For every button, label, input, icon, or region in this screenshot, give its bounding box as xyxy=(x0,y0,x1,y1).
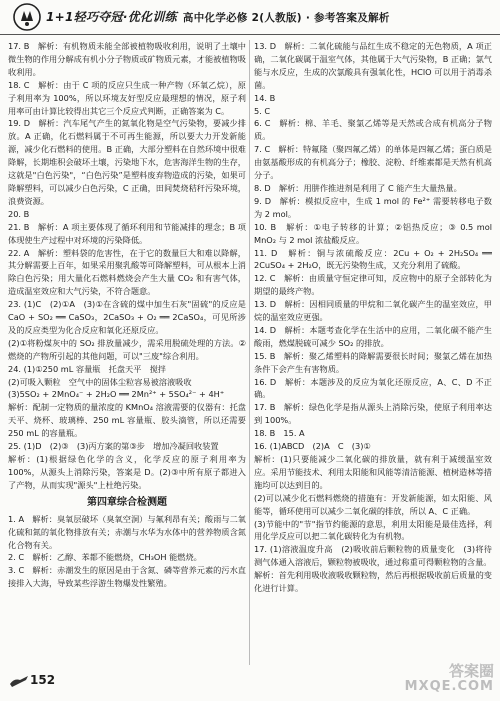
answer-item: 24. (1)①250 mL 容量瓶 托盘天平 搅拌 xyxy=(8,363,166,374)
header-title xyxy=(46,8,390,25)
section-title: 第四章综合检测题 xyxy=(87,496,167,508)
watermark xyxy=(405,663,494,695)
answer-item: 10. B 解析：①电子转移的计算；②铝热反应；③ 0.5 mol MnO₂ 与 2 mol 浓盐酸反应。 xyxy=(254,221,492,245)
watermark-line1: 答案圈 xyxy=(448,662,494,680)
answer-item: 18. B 15. A xyxy=(254,428,305,439)
answer-item: 2. C 解析：乙醇、苯都不能燃烧，CH₃OH 能燃烧。 xyxy=(8,552,202,563)
right-column xyxy=(254,40,492,670)
page-number: 152 xyxy=(30,673,56,687)
answer-item: (2)①将粉煤灰中的 SO₂ 排放量减少，需采用脱硫处理的方法。②燃烧的产物所引起的其他问题，可以"三废"综合利用。 xyxy=(8,337,246,361)
answer-item: 17. B 解析：绿色化学是指从源头上消除污染，使原子利用率达到 100%。 xyxy=(254,402,492,426)
answer-item: 9. D 解析：模拟反应中，生成 1 mol 的 Fe²⁺ 需要转移电子数为 2 mol。 xyxy=(254,195,492,219)
answer-item: 16. D 解析：本题涉及的反应为氧化还原反应，A、C、D 不正确。 xyxy=(254,376,492,400)
answer-item: 12. C 解析：由质量守恒定律可知，反应物中的原子全部转化为期望的最终产物。 xyxy=(254,273,492,297)
answer-item: 11. D 解析：铜与浓硫酸反应：2Cu + O₂ + 2H₂SO₄ ══ 2CuSO₄ + 2H₂O，既无污染物生成，又充分利用了硫酸。 xyxy=(254,247,492,271)
answer-item: 19. D 解析：汽车尾气产生的氮氧化物是空气污染物，要减少排放。A 正确，化石燃料属于不可再生能源，所以要大力开发新能源，减少化石燃料的使用。B 正确，大部分塑料在自然环境中很难降解，长期堆积会破坏土壤，污染地下水，危害海洋生物的生存，这就是"白色污染"，“白色污染”是塑料废弃物造成的污染，如果可降解塑料，可以减少白色污染，C 正确，田间焚烧秸秆污染环境，浪费资源。 xyxy=(8,118,246,206)
answer-item: 13. D 解析：因相同质量的甲烷和二氧化碳产生的温室效应，甲烷的温室效应更强。 xyxy=(254,299,492,323)
answer-item: 解析：(1)根据绿色化学的含义，化学反应的原子利用率为 100%，从源头上消除污染，答案是 D。(2)③中所有原子都进入了产物，从而实现"源头"上杜绝污染。 xyxy=(8,454,246,490)
answer-item: 1. A 解析：臭氧层破坏（臭氧空洞）与氟利昂有关；酸雨与二氧化硫和氮的氧化物排放有关；赤潮与水华为水体中的营养物质含氮化合物有关。 xyxy=(8,513,246,550)
answer-item: 17. (1)溶液温度升高 (2)吸收前后颗粒物的质量变化 (3)将待测气体通入溶液后，颗粒物被吸收，通过称重可得颗粒物的含量。 xyxy=(254,544,492,568)
answer-item: 23. (1)C (2)①A (3)①在含硫的煤中加生石灰"固硫"的反应是 CaO + SO₂ ══ CaSO₃，2CaSO₃ + O₂ ══ 2CaSO₄，可见所涉及的反应类型为化合反应和氧化还原反应。 xyxy=(8,299,246,335)
watermark-line2: MXQE.COM xyxy=(404,679,494,694)
column-divider xyxy=(249,40,250,665)
answer-item: 7. C 解析：特氟隆（聚四氟乙烯）的单体是四氟乙烯；蛋白质是由氨基酸形成的有机高分子；橡胶、淀粉、纤维素都是天然有机高分子。 xyxy=(254,144,492,181)
answer-item: 25. (1)D (2)③ (3)丙方案的第③步 增加冷凝回收装置 xyxy=(8,441,219,452)
answer-item: 13. D 解析：二氧化硫能与品红生成不稳定的无色物质，A 项正确，二氧化碳属于温室气体，其他属于大气污染物，B 正确；氯气能与水反应，生成的次氯酸具有强氧化性，HClO 可以用于消毒杀菌。 xyxy=(254,41,492,90)
answer-item: (3)节能中的"节"指节约能源的意思，利用太阳能是最佳选择，利用化学反应可以把二氧化碳转化为有机物。 xyxy=(254,518,492,542)
left-column xyxy=(8,40,246,670)
answer-item: (2)可以减少化石燃料燃烧的措施有：开发新能源，如太阳能、风能等，循环使用可以减少二氧化碳的排放，所以 A、C 正确。 xyxy=(254,492,492,516)
answer-item: 15. B 解析：聚乙烯塑料的降解需要很长时间；聚氯乙烯在加热条件下会产生有害物质。 xyxy=(254,350,492,374)
pointing-hand-icon xyxy=(8,670,30,690)
answer-item: 17. B 解析：有机物质未能全部被植物吸收利用，说明了土壤中微生物的作用分解成有机小分子物质或矿物质元素，才能被植物吸收利用。 xyxy=(8,41,246,77)
answer-item: 5. C xyxy=(254,105,271,116)
answer-item: 3. C 解析：赤潮发生的原因是由于含氮、磷等营养元素的污水直接排入大海，导致某些浮游生物爆发性繁殖。 xyxy=(8,565,246,589)
answer-item: 21. B 解析：A 项主要体现了循环利用和节能减排的理念；B 项体现使生产过程中对环境的污染降低。 xyxy=(8,221,246,245)
page-header xyxy=(0,0,500,35)
answer-item: 16. (1)ABCD (2)A C (3)① xyxy=(254,441,371,452)
answer-item: (2)可吸入颗粒 空气中的固体尘粒容易被溶液吸收 xyxy=(8,376,192,387)
answer-item: 解析：首先利用吸收液吸收颗粒物，然后再根据吸收前后质量的变化进行计算。 xyxy=(254,570,492,594)
answer-item: 18. C 解析：由于 C 项的反应只生成一种产物（环氧乙烷），原子利用率为 100%，所以环境友好型反应最理想的情况，原子利用率可由计算比较得出其它三个反应式判断，正确答案为 C。 xyxy=(8,79,246,116)
answer-item: 6. C 解析：棉、羊毛、聚氯乙烯等是天然或合成有机高分子物质。 xyxy=(254,118,492,142)
answer-item: (3)5SO₂ + 2MnO₄⁻ + 2H₂O ══ 2Mn²⁺ + 5SO₄²⁻ + 4H⁺ xyxy=(8,389,225,400)
header-subtitle: 高中化学必修 2(人教版) · 参考答案及解析 xyxy=(182,12,390,24)
answer-item: 14. B xyxy=(254,92,276,103)
answer-item: 20. B xyxy=(8,208,30,219)
hand-logo-icon xyxy=(12,2,42,32)
answer-item: 解析：(1)只要能减少二氧化碳的排放量，就有利于减缓温室效应。采用节能技术、利用太阳能和风能等清洁能源、植树造林等措施均可以达到目的。 xyxy=(254,454,492,490)
answer-item: 解析：配制一定物质的量浓度的 KMnO₄ 溶液需要的仪器有：托盘天平、烧杯、玻璃棒、250 mL 容量瓶、胶头滴管，所以还需要 250 mL 的容量瓶。 xyxy=(8,402,246,439)
answer-item: 22. A 解析：塑料袋的危害性，在于它的数量巨大和难以降解，其分解需要上百年，如果采用聚乳酸等可降解塑料，可从根本上消除白色污染；用大量化石燃料燃烧会产生大量 CO₂ 和有害气体，造成温室效应和大气污染，不符合题意。 xyxy=(8,247,246,297)
header-brand: 1+1轻巧夺冠·优化训练 xyxy=(46,10,177,24)
answer-item: 8. D 解析：用肼作推进剂是利用了 C 能产生大量热量。 xyxy=(254,182,462,193)
answer-item: 14. D 解析：本题考查化学在生活中的应用，二氧化碳不能产生酸雨，燃煤脱硫可减少 SO₂ 的排放。 xyxy=(254,324,492,348)
